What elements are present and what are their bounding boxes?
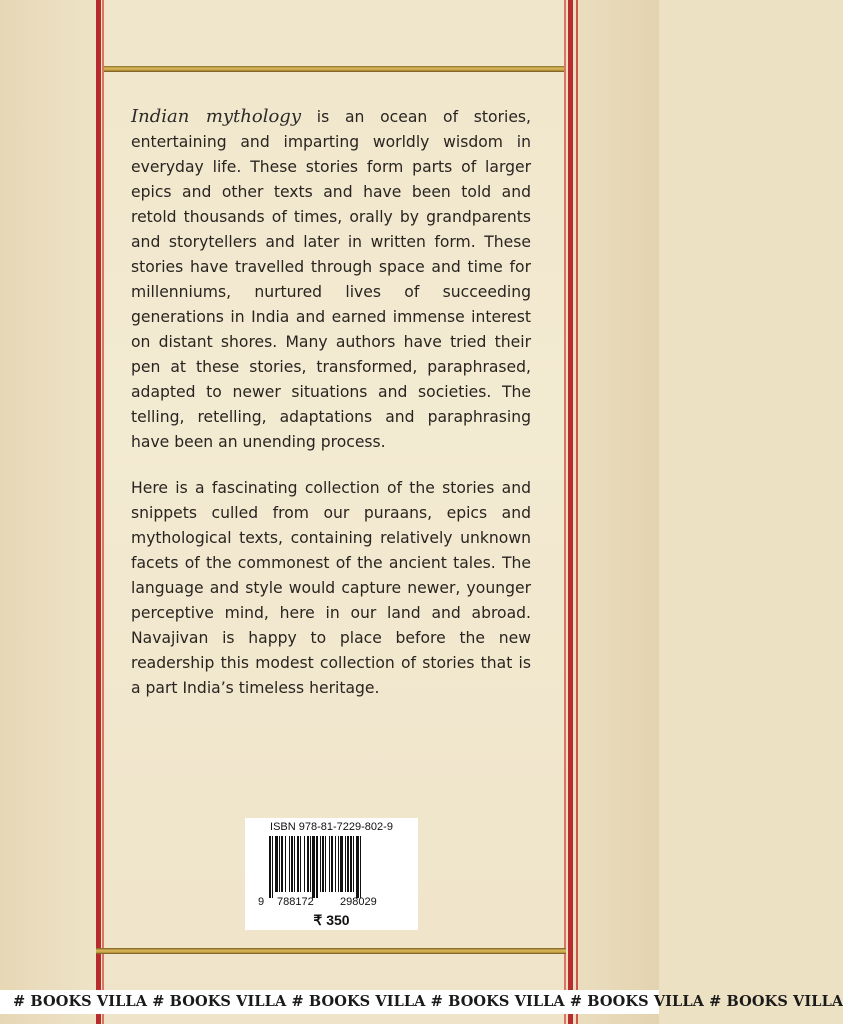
right-red-border <box>568 0 573 1024</box>
barcode-stripe <box>335 836 336 892</box>
barcode-stripe <box>285 836 286 892</box>
barcode-stripe <box>281 836 283 892</box>
barcode-stripe <box>294 836 295 892</box>
top-gold-rule <box>104 66 564 72</box>
blurb-paragraph-2: Here is a fascinating collection of the stories and snippets culled from our puraans, epics and mythological texts, containing relatively unknown facets of the commonest of the ancient tales. The language and style would capture newer, younger perceptive mind, here in our land and abroad. Navajivan is happy to place before the new readership this modest collection of stories that is a part India’s timeless heritage. <box>131 479 531 697</box>
left-red-border <box>96 0 101 1024</box>
barcode-stripe <box>322 836 324 892</box>
books-villa-watermark <box>0 990 843 1014</box>
barcode-stripe <box>353 836 354 892</box>
barcode-stripe <box>356 836 359 898</box>
lead-phrase: Indian mythology <box>131 106 302 127</box>
barcode-stripe <box>325 836 326 892</box>
barcode-digit-group-1: 788172 <box>277 896 314 908</box>
barcode-stripe <box>269 836 271 898</box>
barcode-stripe <box>360 836 361 898</box>
right-red-border-inner <box>564 0 566 1024</box>
barcode-stripe <box>345 836 346 892</box>
barcode-stripe <box>312 836 315 898</box>
barcode-digit-group-2: 298029 <box>340 896 377 908</box>
barcode-stripe <box>304 836 305 892</box>
barcode-stripe <box>331 836 333 892</box>
barcode-stripe <box>340 836 343 892</box>
barcode-stripe <box>310 836 311 892</box>
bottom-gold-rule <box>96 948 566 954</box>
watermark-text: # BOOKS VILLA # BOOKS VILLA # BOOKS VILLA # BOOKS VILLA # BOOKS VILLA # BOOKS VILLA <box>13 993 843 1010</box>
barcode-stripe <box>316 836 318 898</box>
left-red-border-inner <box>102 0 104 1024</box>
barcode-stripe <box>291 836 293 892</box>
barcode-stripe <box>347 836 349 892</box>
barcode-stripe <box>329 836 330 892</box>
barcode-stripe <box>350 836 352 892</box>
barcode-stripe <box>300 836 301 892</box>
barcode-stripe <box>279 836 280 892</box>
barcode-stripe <box>289 836 290 892</box>
right-red-border-thin <box>576 0 578 1024</box>
isbn-number: ISBN 978-81-7229-802-9 <box>270 821 393 833</box>
barcode-stripe <box>320 836 321 892</box>
barcode-stripe <box>272 836 273 898</box>
barcode-stripe <box>307 836 309 892</box>
blurb-text <box>131 104 531 722</box>
barcode-digit-lead: 9 <box>258 896 265 908</box>
blurb-paragraph-1 <box>131 104 531 455</box>
barcode-stripe <box>275 836 278 892</box>
barcode-label <box>245 818 418 930</box>
barcode-stripe <box>338 836 339 892</box>
barcode-bars <box>269 836 394 898</box>
price-label: ₹ 350 <box>313 912 350 928</box>
barcode-stripe <box>297 836 299 892</box>
paragraph-1-body: is an ocean of stories, entertaining and imparting worldly wisdom in everyday life. These stories form parts of larger epics and other texts and have been told and retold thousands of times, orally by grandparents and storytellers and later in written form. These stories have travelled through space and time for millenniums, nurtured lives of succeeding generations in India and earned immense interest on distant shores. Many authors have tried their pen at these stories, transformed, paraphrased, adapted to newer situations and societies. The telling, retelling, adaptations and paraphrasing have been an unending process. <box>131 108 532 451</box>
